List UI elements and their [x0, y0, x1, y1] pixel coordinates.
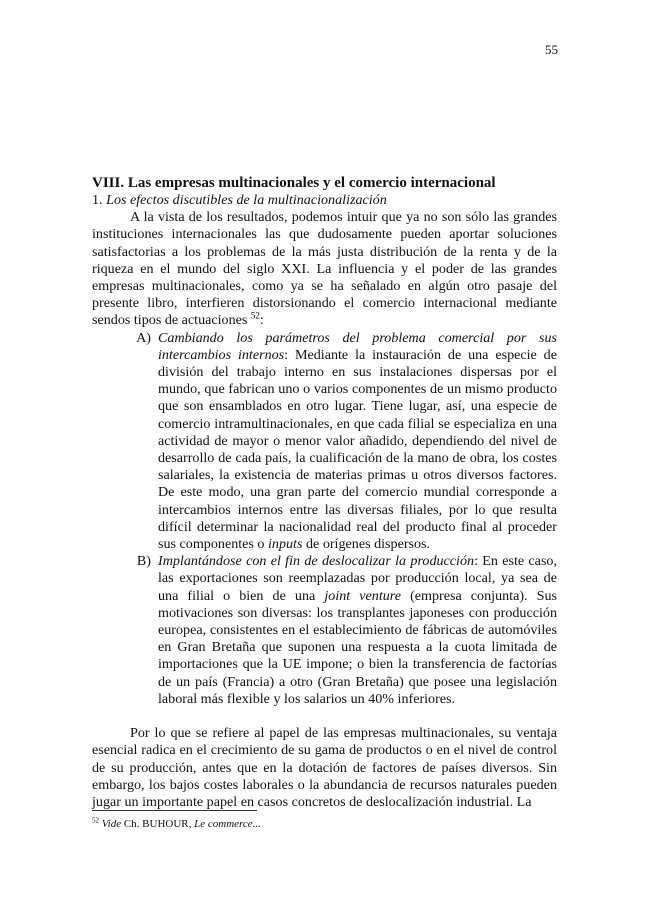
- footnote-number: 52: [92, 816, 99, 825]
- subsection-heading: [92, 192, 557, 209]
- list-letter: A): [136, 329, 151, 346]
- intro-text: A la vista de los resultados, podemos intuir que ya no son sólo las grandes instituciones internacionales las que dudosamente pueden aportar soluciones satisfactorias a los problemas de la más justa distribución de la renta y de la riqueza en el mundo del siglo XXI. La influencia y el poder de las grandes empresas multinacionales, como ya se ha señalado en algún otro pasaje del presente libro, interfieren distorsionando el comercio internacional mediante sendos tipos de actuaciones: [92, 209, 557, 329]
- footnote-vide: Vide: [101, 818, 122, 830]
- subsection-title: Los efectos discutibles de la multinacionalización: [106, 192, 387, 208]
- footnote-author: Ch. BUHOUR,: [123, 818, 192, 830]
- paragraph-gap: [92, 708, 557, 725]
- section-heading: VIII. Las empresas multinacionales y el comercio internacional: [92, 175, 496, 191]
- footnote-divider: [92, 810, 257, 811]
- intro-paragraph: [92, 209, 557, 329]
- list-item-text-end: de orígenes dispersos.: [302, 536, 431, 553]
- list-item-text: : Mediante la instauración de una especie de división del trabajo interno en sus instalaciones dispersas por el mundo, que fabrican uno o varios componentes de un mismo producto que son ensamblados en otro lugar. Tiene lugar, así, una especie de comercio intramultinacionales, en que cada filial se especializa en una actividad de mayor o menor valor añadido, dependiendo del nivel de desarrollo de cada país, la cualificación de la mano de obra, los costes salariales, la existencia de materias primas u otros diversos factores. De este modo, una gran parte del comercio mundial corresponde a intercambios internos entre las diversas filiales, por lo que resulta difícil determinar la nacionalidad real del producto final al proceder sus componentes o: [158, 346, 557, 553]
- list-item-text: : En este caso, las exportaciones son reemplazadas por producción local, ya sea de una filial o bien de una: [158, 553, 557, 604]
- list-letter: B): [136, 553, 151, 570]
- footnote-reference: 52: [250, 310, 260, 321]
- closing-paragraph: Por lo que se refiere al papel de las empresas multinacionales, su ventaja esencial radica en el crecimiento de su gama de productos o en el nivel de control de su producción, antes que en la dotación de factores de países diversos. Sin embargo, los bajos costes laborales o la abundancia de recursos naturales pueden jugar un importante papel en casos concretos de deslocalización industrial. La: [92, 725, 557, 810]
- subsection-number: 1.: [92, 192, 103, 208]
- list-item-body: [158, 553, 557, 708]
- list-item-body: [158, 330, 557, 554]
- list-item-title: Cambiando los parámetros del problema comercial por sus intercambios internos: [158, 329, 557, 363]
- list-item-term: inputs: [268, 536, 303, 553]
- intro-colon: :: [259, 312, 264, 329]
- footnote-work: Le commerce...: [194, 818, 261, 830]
- page-number: 55: [545, 42, 558, 57]
- list-item-text-end: (empresa conjunta). Sus motivaciones son diversas: los transplantes japoneses con producción europea, consistentes en el establecimiento de fábricas de automóviles en Gran Bretaña que suponen una respuesta a la cuota limitada de importaciones que la UE impone; o bien la transferencia de factorías de un país (Francia) a otro (Gran Bretaña) que posee una legislación laboral más flexible y los salarios un 40% inferiores.: [158, 587, 557, 707]
- list-item-term: joint venture: [324, 587, 402, 604]
- list-item: [92, 553, 557, 708]
- page-body: [92, 174, 557, 811]
- footnote: [92, 818, 261, 830]
- list-item: [92, 330, 557, 554]
- list-item-title: Implantándose con el fin de deslocalizar la producción: [158, 553, 475, 570]
